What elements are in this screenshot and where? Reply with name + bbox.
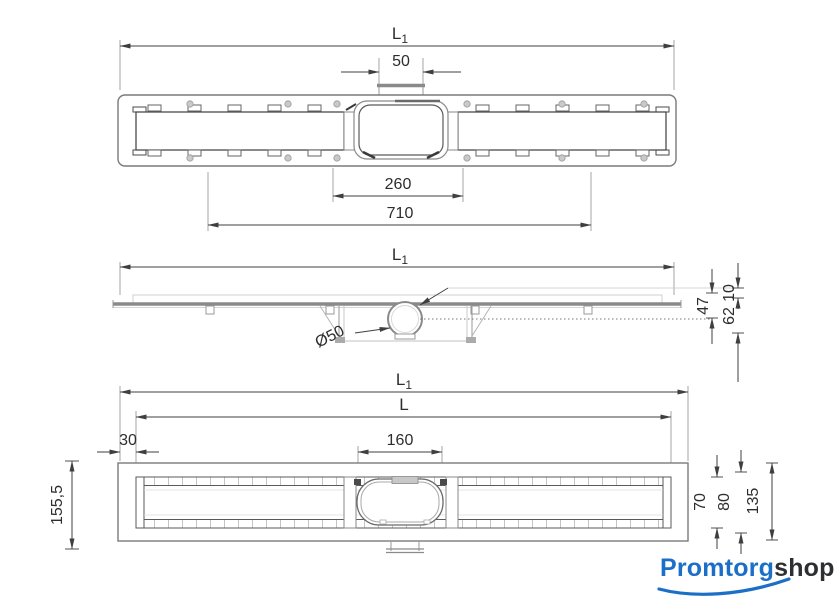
outlet-stub-bottom: [386, 541, 424, 553]
dim-depth-to-axis: [695, 269, 718, 344]
dim-label-30: 30: [119, 432, 137, 449]
dim-label-70: 70: [692, 493, 709, 511]
dim-overall-length-side: [120, 245, 674, 295]
dim-flange-width: [745, 463, 778, 540]
dim-label-L1-side: $L_1$: [391, 245, 409, 267]
dim-label-160: 160: [386, 432, 414, 449]
dim-frame-width: [716, 450, 747, 554]
dim-label-L: L: [399, 395, 409, 414]
view-side-elevation: [113, 245, 744, 382]
logo-text-primary: Promtorg: [660, 554, 775, 582]
logo-text-secondary: shop: [774, 554, 835, 582]
siphon-outlet-circle: [388, 302, 422, 336]
dim-edge-offset: [97, 432, 159, 452]
grate-opening-left: [136, 112, 344, 150]
view-top-plan: [118, 24, 676, 231]
dim-trap-module-length: [333, 168, 463, 202]
dim-label-L1-top: $L_1$: [391, 24, 409, 46]
logo-promtorgshop: [659, 554, 835, 594]
dim-label-135: 135: [745, 487, 762, 515]
dim-outlet-width: [341, 53, 461, 84]
dim-label-260: 260: [384, 176, 412, 193]
dim-label-dia50: Ø50: [312, 322, 348, 352]
dim-label-710: 710: [386, 205, 414, 222]
dim-label-L1-bottom: $L_1$: [395, 370, 413, 392]
siphon-housing-top: [344, 101, 458, 159]
dim-overall-width: [49, 461, 79, 549]
grate-opening-right: [458, 112, 666, 150]
dim-label-47: 47: [695, 297, 712, 315]
logo-text: [660, 554, 835, 582]
dim-label-80: 80: [716, 493, 733, 511]
dim-label-155-5: 155,5: [49, 484, 66, 526]
dim-label-10: 10: [721, 284, 738, 302]
view-bottom-plan: [49, 370, 778, 554]
dim-label-62: 62: [721, 307, 738, 325]
dim-label-50: 50: [392, 53, 410, 70]
dim-edge-and-depth: [721, 263, 744, 382]
